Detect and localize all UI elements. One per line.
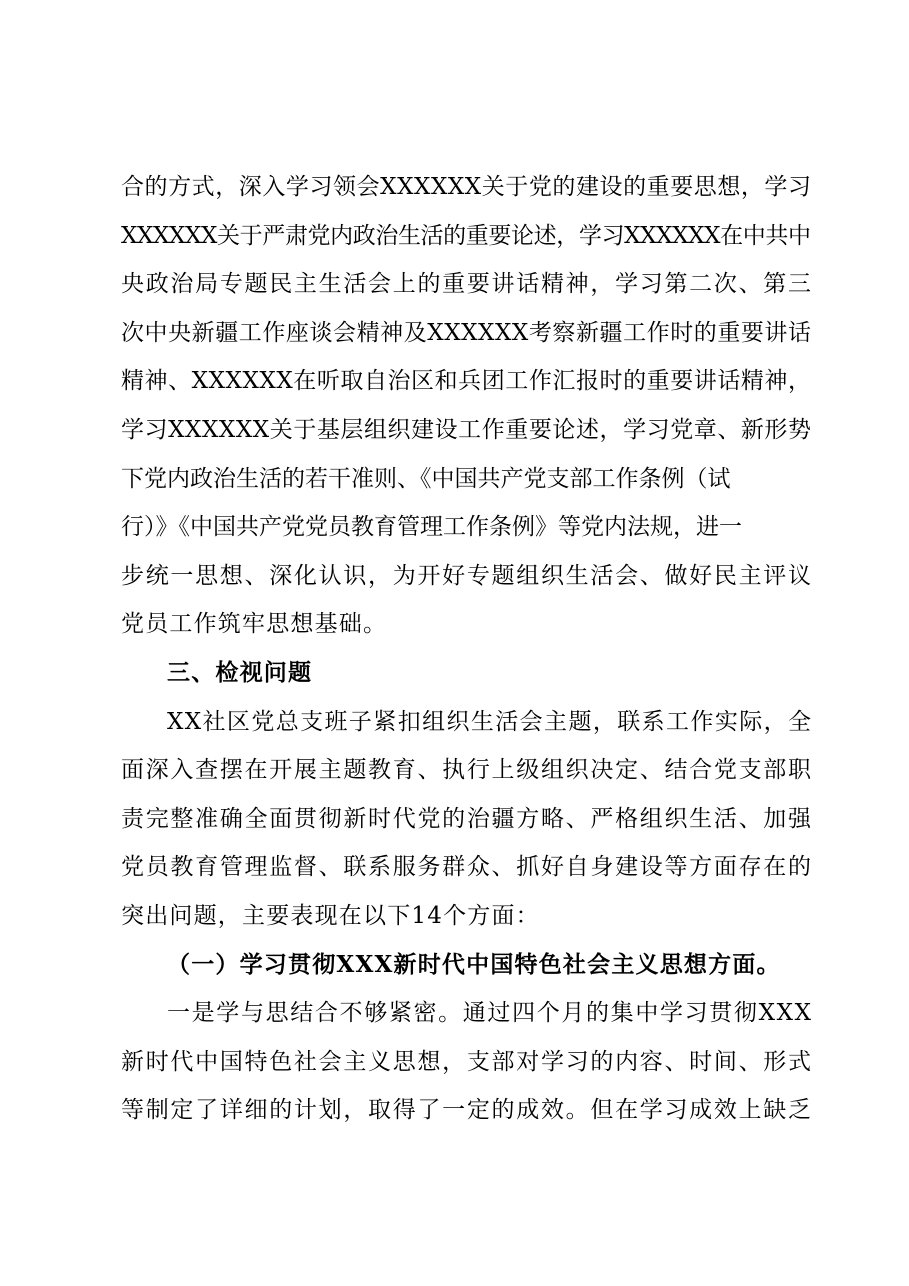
paragraph-line: 党员工作筑牢思想基础。 xyxy=(121,611,388,638)
section-paragraph-line: XX社区党总支班子紧扣组织生活会主题，联系工作实际，全 xyxy=(167,708,813,735)
section-heading: 三、检视问题 xyxy=(167,659,313,686)
subsection-heading: （一）学习贯彻XXX新时代中国特色社会主义思想方面。 xyxy=(167,950,781,978)
paragraph-line: 下党内政治生活的若干准则、《中国共产党支部工作条例（试 xyxy=(121,465,731,492)
paragraph-line: 央政治局专题民主生活会上的重要讲话精神，学习第二次、第三 xyxy=(121,271,813,298)
paragraph-line: 合的方式，深入学习领会XXXXXX关于党的建设的重要思想，学习 xyxy=(121,174,812,200)
subsection-paragraph-line: 等制定了详细的计划，取得了一定的成效。但在学习成效上缺乏 xyxy=(121,1097,813,1124)
section-paragraph-line: 责完整准确全面贯彻新时代党的治疆方略、严格组织生活、加强 xyxy=(121,805,813,832)
document-body xyxy=(121,163,811,1135)
paragraph-line: 行）》《中国共产党党员教育管理工作条例》等党内法规，进一 xyxy=(121,514,742,541)
paragraph-line: 精神、XXXXXX在听取自治区和兵团工作汇报时的重要讲话精神， xyxy=(121,368,812,395)
paragraph-line: XXXXXX关于严肃党内政治生活的重要论述，学习XXXXXX在中共中 xyxy=(121,222,811,249)
subsection-paragraph-line: 一是学与思结合不够紧密。通过四个月的集中学习贯彻XXX xyxy=(167,1000,813,1027)
section-paragraph-line: 面深入查摆在开展主题教育、执行上级组织决定、结合党支部职 xyxy=(121,757,813,784)
subsection-paragraph-line: 新时代中国特色社会主义思想，支部对学习的内容、时间、形式 xyxy=(121,1048,813,1075)
section-paragraph-line: 党员教育管理监督、联系服务群众、抓好自身建设等方面存在的 xyxy=(121,854,813,881)
paragraph-line: 次中央新疆工作座谈会精神及XXXXXX考察新疆工作时的重要讲话 xyxy=(121,319,812,346)
paragraph-line: 步统一思想、深化认识，为开好专题组织生活会、做好民主评议 xyxy=(121,562,813,589)
paragraph-line: 学习XXXXXX关于基层组织建设工作重要论述，学习党章、新形势 xyxy=(121,416,812,443)
section-paragraph-line: 突出问题，主要表现在以下14个方面： xyxy=(121,902,540,929)
